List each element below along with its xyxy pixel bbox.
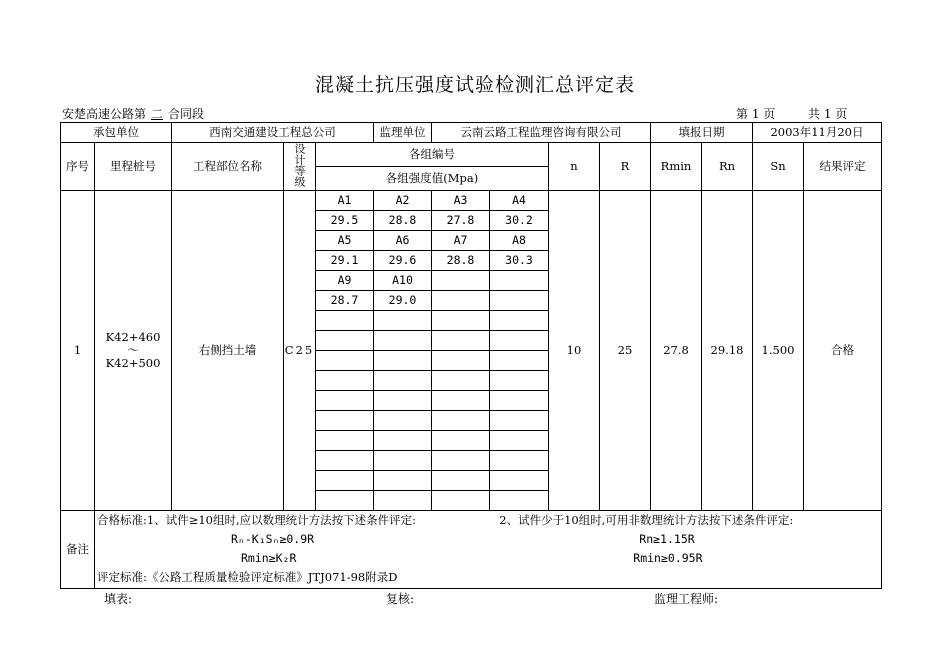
notes-line1-right: 2、试件少于10组时,可用非数理统计方法按下述条件评定: [499, 513, 794, 527]
sample-cell [374, 391, 432, 411]
sample-cell [490, 471, 549, 491]
sample-cell: A5 [316, 231, 374, 251]
sample-cell: A2 [374, 191, 432, 211]
sample-cell [374, 431, 432, 451]
section-prefix: 安楚高速公路第 [62, 107, 147, 121]
sample-cell [432, 431, 490, 451]
notes-label: 备注 [61, 511, 95, 589]
sample-cell [490, 271, 549, 291]
sample-cell [374, 411, 432, 431]
notes-line2-left: Rₙ-K₁Sₙ≥0.9R [231, 532, 315, 546]
sample-cell [432, 411, 490, 431]
footer-filler: 填表: [104, 592, 133, 606]
section-suffix: 合同段 [168, 107, 205, 121]
sample-cell [316, 411, 374, 431]
record-station-top: K42+460 [105, 330, 161, 344]
sample-cell [432, 271, 490, 291]
notes-line4: 评定标准:《公路工程质量检验评定标准》JTJ071-98附录D [97, 570, 398, 584]
sample-cell: 29.5 [316, 211, 374, 231]
page-total: 共 1 页 [808, 107, 848, 121]
sample-cell: 27.8 [432, 211, 490, 231]
sample-cell [432, 451, 490, 471]
header-row-1 [61, 143, 882, 167]
sample-cell [432, 371, 490, 391]
header-station: 里程桩号 [95, 143, 172, 191]
sample-cell: 29.6 [374, 251, 432, 271]
sample-cell [316, 371, 374, 391]
notes-line3-left: Rmin≥K₂R [241, 551, 297, 565]
sample-cell [490, 411, 549, 431]
record-R: 25 [600, 191, 651, 511]
info-row [61, 123, 882, 143]
sample-cell [316, 431, 374, 451]
sample-cell: A6 [374, 231, 432, 251]
sample-cell: 28.8 [374, 211, 432, 231]
sample-cell [316, 331, 374, 351]
sample-cell [374, 311, 432, 331]
sample-cell [374, 371, 432, 391]
date-label: 填报日期 [651, 123, 753, 143]
record-Sn: 1.500 [753, 191, 804, 511]
sample-cell: 28.7 [316, 291, 374, 311]
sample-cell [316, 491, 374, 511]
sample-cell [490, 431, 549, 451]
supervisor-label: 监理单位 [374, 123, 432, 143]
sample-cell: 29.0 [374, 291, 432, 311]
header-group-strength: 各组强度值(Mpa) [316, 167, 549, 191]
sample-cell [432, 491, 490, 511]
sample-cell: A4 [490, 191, 549, 211]
header-R: R [600, 143, 651, 191]
sample-row [61, 191, 882, 211]
section-number: 二 [151, 107, 164, 121]
sample-cell [490, 371, 549, 391]
sample-cell [490, 351, 549, 371]
footer-engineer: 监理工程师: [654, 592, 719, 606]
page-number: 第 1 页 [736, 107, 776, 121]
sample-cell: A7 [432, 231, 490, 251]
sample-cell: A8 [490, 231, 549, 251]
record-n: 10 [549, 191, 600, 511]
header-Rn: Rn [702, 143, 753, 191]
record-result: 合格 [804, 191, 882, 511]
header-Sn: Sn [753, 143, 804, 191]
header-grade [284, 143, 316, 191]
notes-content [95, 511, 882, 589]
sample-cell [432, 391, 490, 411]
header-group-no: 各组编号 [316, 143, 549, 167]
sample-cell [432, 291, 490, 311]
notes-grid [95, 511, 881, 587]
header-result: 结果评定 [804, 143, 882, 191]
sample-cell [490, 391, 549, 411]
sample-cell [490, 331, 549, 351]
sample-cell [316, 391, 374, 411]
sample-cell [316, 311, 374, 331]
sample-cell: A3 [432, 191, 490, 211]
header-Rmin: Rmin [651, 143, 702, 191]
date-value: 2003年11月20日 [753, 123, 882, 143]
section-line [62, 105, 204, 122]
sample-cell [490, 291, 549, 311]
page-title: 混凝土抗压强度试验检测汇总评定表 [314, 74, 635, 96]
sample-cell [432, 311, 490, 331]
footer-reviewer: 复核: [386, 592, 415, 606]
record-Rn: 29.18 [702, 191, 753, 511]
notes-line3-right: Rmin≥0.95R [633, 551, 703, 565]
sample-cell [316, 351, 374, 371]
record-part: 右侧挡土墙 [172, 191, 284, 511]
sample-cell: 30.3 [490, 251, 549, 271]
sample-cell: 30.2 [490, 211, 549, 231]
sample-cell [374, 491, 432, 511]
header-n: n [549, 143, 600, 191]
sample-cell [490, 311, 549, 331]
sample-cell: A10 [374, 271, 432, 291]
sample-cell [490, 451, 549, 471]
record-grade: C25 [284, 191, 316, 511]
supervisor-value: 云南云路工程监理咨询有限公司 [432, 123, 651, 143]
record-station [95, 191, 172, 511]
record-station-mid: ～ [127, 343, 139, 357]
sample-cell: A9 [316, 271, 374, 291]
header-part: 工程部位名称 [172, 143, 284, 191]
sample-cell [316, 471, 374, 491]
sample-cell: A1 [316, 191, 374, 211]
summary-table [60, 122, 882, 589]
record-station-bottom: K42+500 [105, 356, 161, 370]
sample-cell [432, 471, 490, 491]
sample-cell [490, 491, 549, 511]
sample-cell [374, 331, 432, 351]
sample-cell [374, 351, 432, 371]
sample-cell [374, 451, 432, 471]
contractor-value: 西南交通建设工程总公司 [172, 123, 374, 143]
sample-cell [374, 471, 432, 491]
notes-line1-left: 合格标准:1、试件≥10组时,应以数理统计方法按下述条件评定: [97, 513, 416, 527]
record-seq: 1 [61, 191, 95, 511]
contractor-label: 承包单位 [61, 123, 172, 143]
sample-cell [432, 351, 490, 371]
header-seq: 序号 [61, 143, 95, 191]
notes-row [61, 511, 882, 589]
notes-line2-right: Rn≥1.15R [639, 532, 695, 546]
sample-cell: 28.8 [432, 251, 490, 271]
sample-cell [316, 451, 374, 471]
sample-cell [432, 331, 490, 351]
header-grade-text: 设计等级 [293, 143, 306, 187]
sample-cell: 29.1 [316, 251, 374, 271]
record-Rmin: 27.8 [651, 191, 702, 511]
